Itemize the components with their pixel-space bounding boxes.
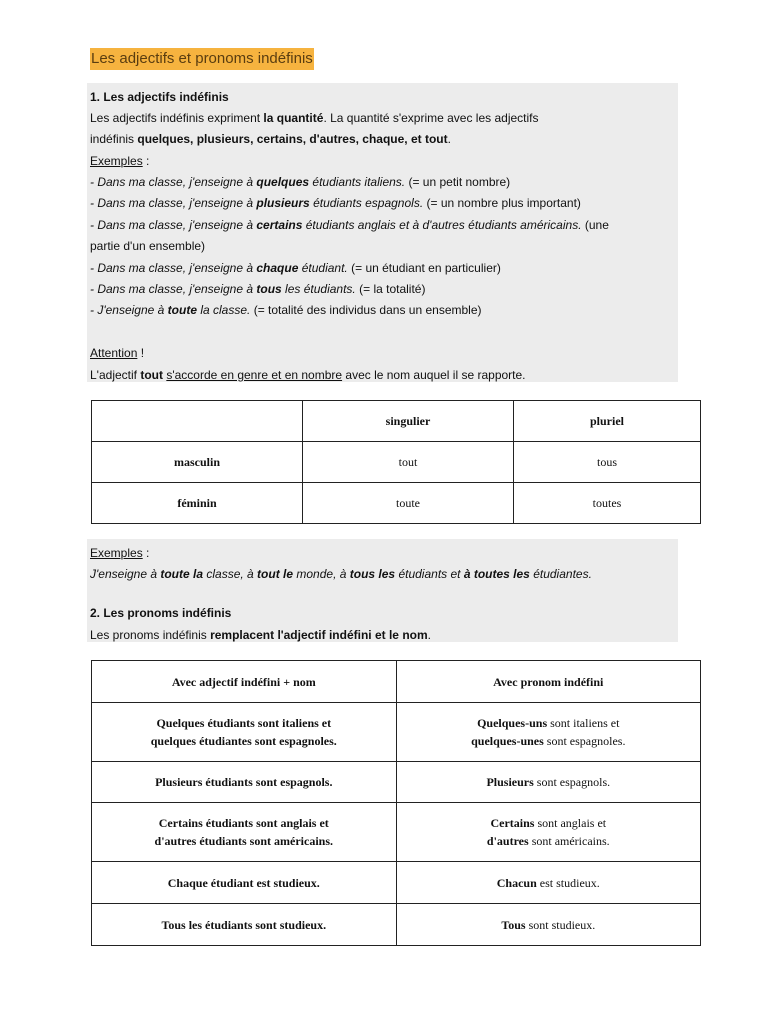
attention-part: avec le nom auquel il se rapporte. [342,368,526,382]
table-row [92,442,701,483]
attention-label-line [90,345,144,361]
intro-bold: quelques, plusieurs, certains, d'autres, chaque, et tout [137,132,448,146]
section1-intro-line1 [90,110,539,126]
pronoun-rest: sont studieux. [525,917,596,932]
intro-bold: la quantité [263,111,324,125]
pronoun-bold: d'autres [486,834,529,848]
table-header-cell: pluriel [514,401,701,442]
example-keyword: à toutes les [463,567,530,581]
example-text: - Dans ma classe, j'enseigne à [90,196,257,210]
example-text: classe, à [203,567,258,581]
example-text: - Dans ma classe, j'enseigne à [90,282,257,296]
section2-heading: 2. Les pronoms indéfinis [90,606,232,620]
example-note: (= un nombre plus important) [423,196,581,210]
example-text: J'enseigne à [90,567,161,581]
example-text: étudiants et [395,567,464,581]
table-header-cell: Avec pronom indéfini [396,661,700,703]
attention-label: Attention [90,346,138,360]
example-text: étudiant. [298,261,348,275]
intro-text: indéfinis [90,132,138,146]
pronoun-rest: sont américains. [528,834,610,848]
examples-colon: : [142,154,150,168]
intro-text: . [447,132,451,146]
example-text: étudiants anglais et à d'autres étudiants américains. [302,218,582,232]
intro-text: . [427,628,431,642]
example-5 [90,281,425,297]
example-6 [90,302,482,318]
example-keyword: plusieurs [256,196,310,210]
table-cell-adjective [92,803,397,862]
table-header-row [92,661,701,703]
table-row [92,483,701,524]
table-cell-adjective [92,762,397,803]
table-cell-pronoun [396,762,700,803]
intro-text: Les pronoms indéfinis [90,628,211,642]
example-keyword: tous les [349,567,396,581]
example-text: les étudiants. [281,282,356,296]
table-cell: tous [514,442,701,483]
example-keyword: toute la [160,567,204,581]
table-row-label: féminin [92,483,303,524]
section1-intro-line2 [90,131,451,147]
attention-underlined: s'accorde en genre et en nombre [166,368,343,382]
examples2-label-line [90,545,149,561]
example-note: (= un étudiant en particulier) [347,261,501,275]
example-text: la classe. [197,303,251,317]
table-row [92,904,701,946]
example-keyword: quelques [256,175,310,189]
cell-line: Quelques étudiants sont italiens et [156,716,332,730]
example-text: étudiants espagnols. [309,196,424,210]
pronoun-rest: sont italiens et [547,716,620,730]
table-header-cell: Avec adjectif indéfini + nom [92,661,397,703]
pronoun-rest: sont espagnoles. [543,734,626,748]
attention-part: L'adjectif [90,368,141,382]
agreement-table [91,400,701,524]
example-text: - Dans ma classe, j'enseigne à [90,218,257,232]
section1-heading: 1. Les adjectifs indéfinis [90,90,229,104]
table-cell: toute [303,483,514,524]
cell-line: Plusieurs étudiants sont espagnols. [155,775,333,789]
example-keyword: toute [167,303,197,317]
cell-line: Chaque étudiant est studieux. [167,875,320,890]
table-row [92,803,701,862]
table-cell-pronoun [396,862,700,904]
table-cell: toutes [514,483,701,524]
example-text: monde, à [293,567,350,581]
pronoun-bold: quelques-unes [471,734,544,748]
table-cell: tout [303,442,514,483]
table-header-row [92,401,701,442]
intro-text: . La quantité s'exprime avec les adjectifs [323,111,539,125]
example-1 [90,174,510,190]
attention-bold: tout [140,368,163,382]
example-keyword: tous [256,282,282,296]
example-2 [90,195,581,211]
intro-bold: remplacent l'adjectif indéfini et le nom [210,628,428,642]
example-text: étudiants italiens. [309,175,406,189]
cell-line: Certains étudiants sont anglais et [158,816,329,830]
intro-text: Les adjectifs indéfinis expriment [90,111,264,125]
examples2-sentence [90,566,592,582]
pronoun-table [91,660,701,946]
table-cell-pronoun [396,803,700,862]
example-keyword: certains [256,218,303,232]
example-note: (une [581,218,609,232]
pronoun-rest: sont espagnols. [533,775,611,789]
examples-label: Exemples [90,154,143,168]
table-cell-adjective [92,703,397,762]
table-row [92,703,701,762]
pronoun-bold: Chacun [496,875,537,890]
section2-intro [90,627,431,643]
example-keyword: tout le [257,567,294,581]
table-cell-pronoun [396,703,700,762]
example-note: (= la totalité) [355,282,426,296]
table-header-cell: singulier [303,401,514,442]
example-keyword: chaque [256,261,299,275]
table-cell-pronoun [396,904,700,946]
example-text: - J'enseigne à [90,303,168,317]
example-4 [90,260,501,276]
examples-colon: : [142,546,150,560]
pronoun-bold: Tous [501,917,526,932]
example-3-continued: partie d'un ensemble) [90,239,206,253]
cell-line: quelques étudiantes sont espagnoles. [150,734,337,748]
pronoun-bold: Quelques-uns [477,716,548,730]
example-text: - Dans ma classe, j'enseigne à [90,175,257,189]
example-text: étudiantes. [529,567,592,581]
table-cell-adjective [92,904,397,946]
table-header-cell [92,401,303,442]
examples-label: Exemples [90,546,143,560]
example-note: (= un petit nombre) [405,175,511,189]
attention-bang: ! [137,346,145,360]
pronoun-rest: sont anglais et [534,816,607,830]
table-row-label: masculin [92,442,303,483]
example-text: - Dans ma classe, j'enseigne à [90,261,257,275]
page-title: Les adjectifs et pronoms indéfinis [90,48,314,70]
example-3 [90,217,609,233]
table-row [92,862,701,904]
table-row [92,762,701,803]
examples-label-line [90,153,149,169]
pronoun-bold: Certains [490,816,535,830]
example-note: (= totalité des individus dans un ensemble) [250,303,482,317]
cell-line: Tous les étudiants sont studieux. [161,917,327,932]
cell-line: d'autres étudiants sont américains. [154,834,333,848]
pronoun-rest: est studieux. [536,875,600,890]
attention-text [90,367,526,383]
table-cell-adjective [92,862,397,904]
pronoun-bold: Plusieurs [486,775,534,789]
